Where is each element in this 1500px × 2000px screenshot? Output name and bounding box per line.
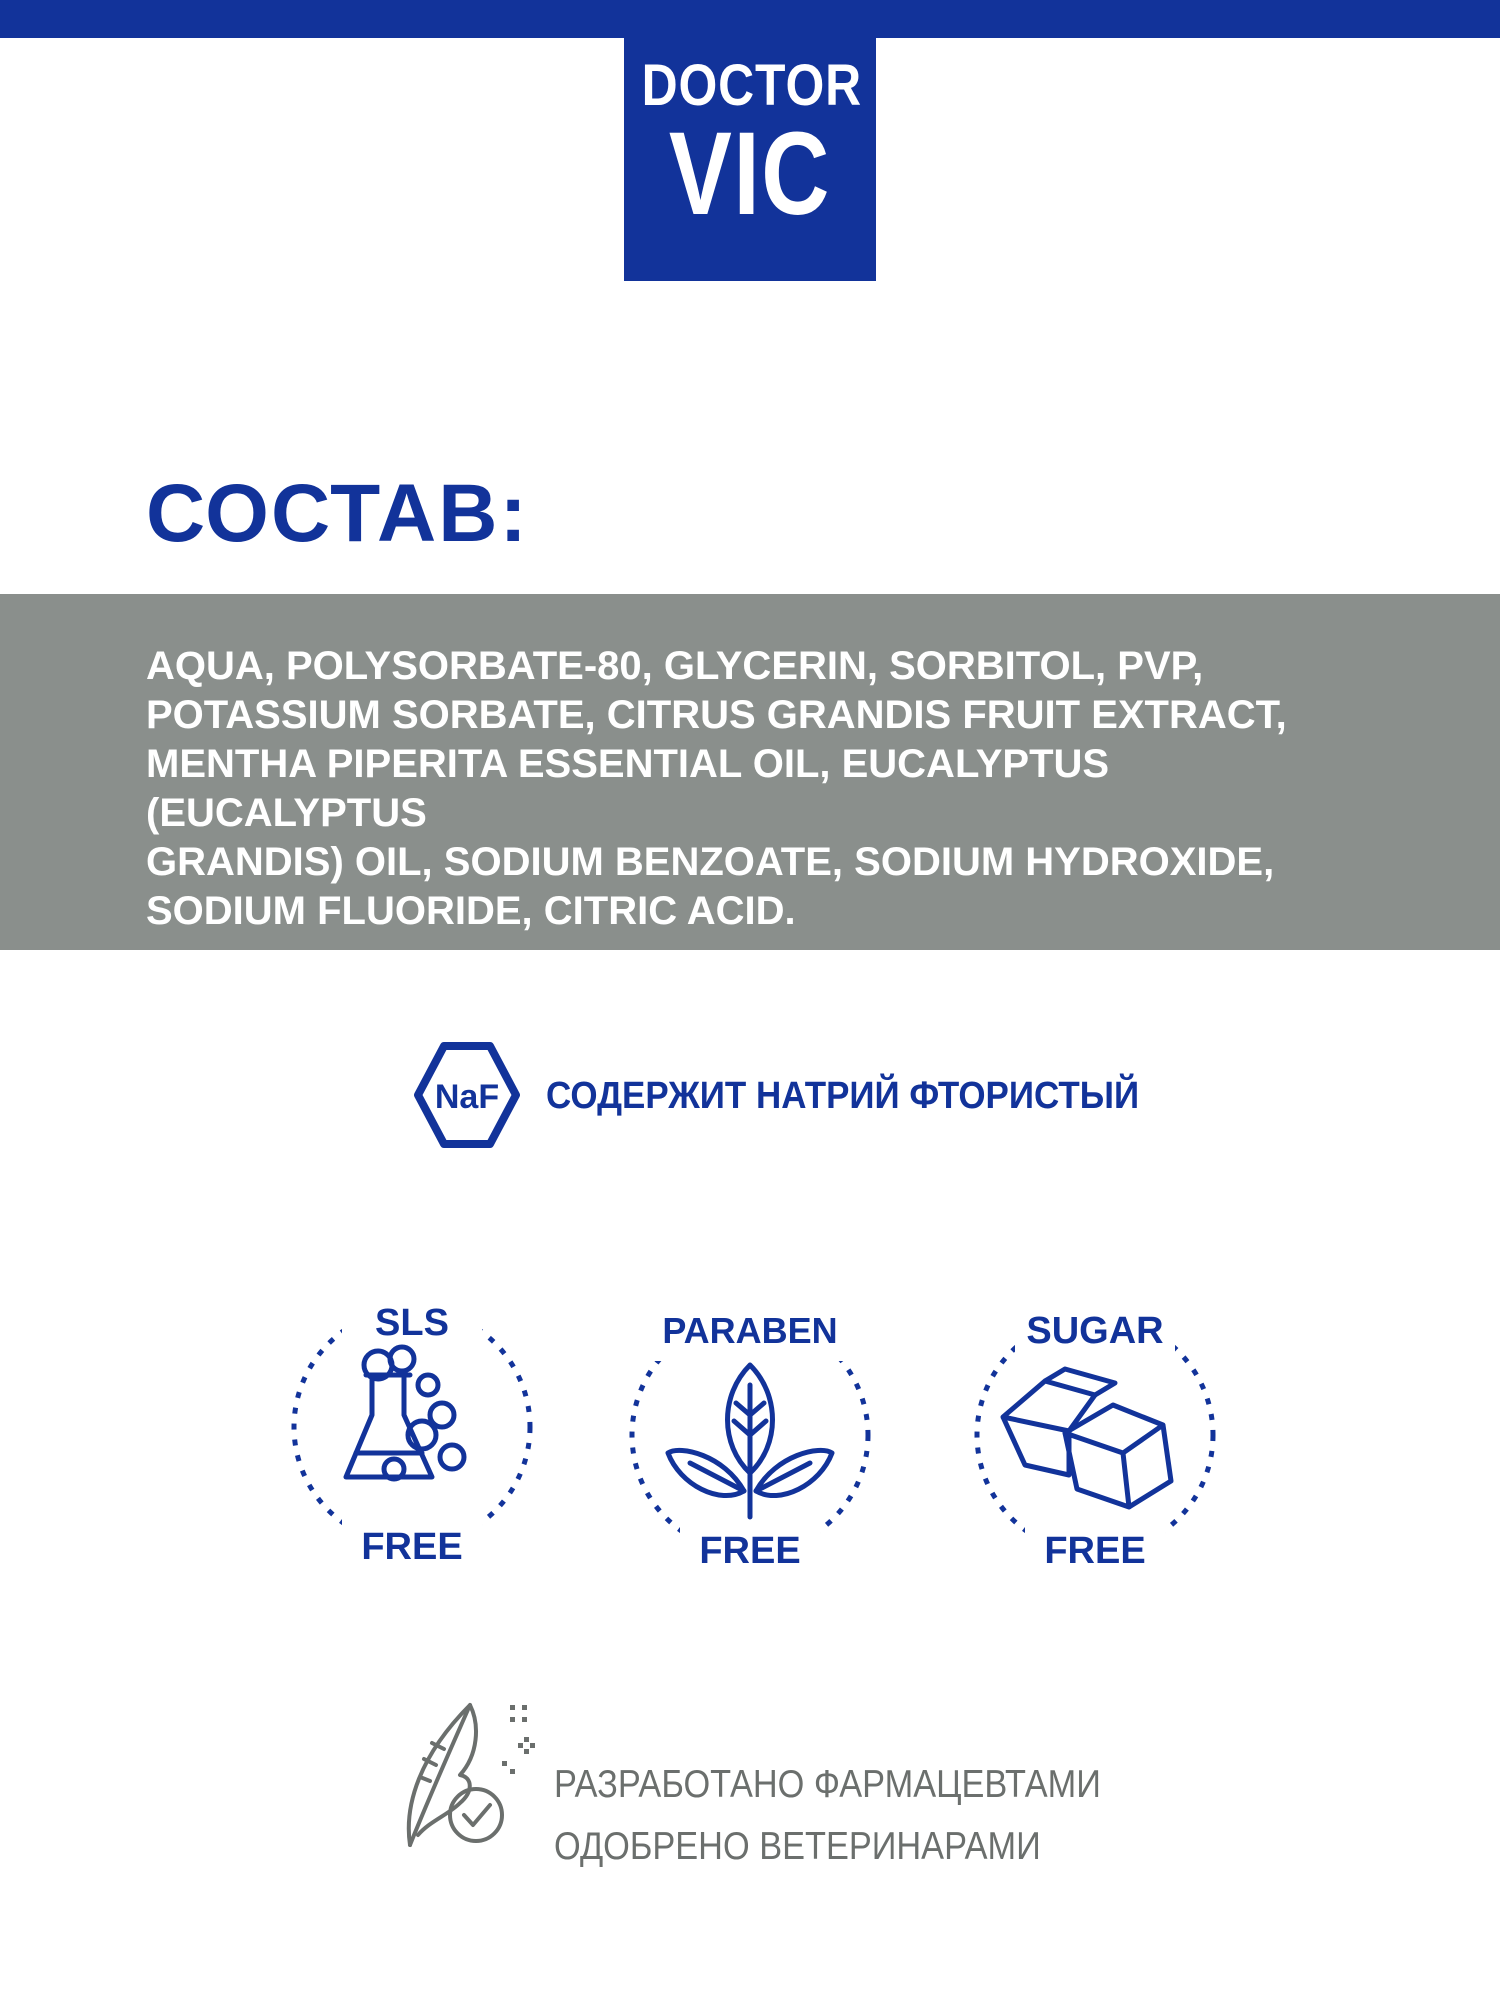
leaf-icon bbox=[668, 1365, 832, 1517]
ingredients-list bbox=[146, 642, 1376, 936]
naf-icon-text: NaF bbox=[434, 1078, 500, 1116]
footer-claims bbox=[554, 1754, 1101, 1878]
composition-heading: СОСТАВ: bbox=[146, 468, 529, 559]
ingredients-line: POTASSIUM SORBATE, CITRUS GRANDIS FRUIT EXTRACT, bbox=[146, 693, 1287, 737]
ingredients-line: GRANDIS) OIL, SODIUM BENZOATE, SODIUM HYDROXIDE, bbox=[146, 840, 1275, 884]
badge-bottom-text: FREE bbox=[699, 1530, 801, 1572]
badge-top-text: PARABEN bbox=[662, 1310, 838, 1351]
flask-bubbles-icon bbox=[346, 1347, 464, 1479]
sls-free-badge bbox=[282, 1285, 542, 1585]
brand-logo bbox=[624, 0, 876, 281]
ingredients-line: AQUA, POLYSORBATE-80, GLYCERIN, SORBITOL, PVP, bbox=[146, 644, 1204, 688]
brand-logo-line2: VIC bbox=[668, 108, 832, 240]
brand-logo-line1: DOCTOR bbox=[641, 53, 863, 118]
ingredients-panel bbox=[0, 594, 1500, 950]
badge-bottom-text: FREE bbox=[1044, 1530, 1146, 1572]
sugar-cubes-icon bbox=[1003, 1369, 1171, 1507]
sugar-free-badge bbox=[965, 1285, 1225, 1585]
naf-hexagon-icon bbox=[412, 1040, 522, 1150]
fluoride-label: СОДЕРЖИТ НАТРИЙ ФТОРИСТЫЙ bbox=[546, 1075, 1140, 1117]
footer-line2: ОДОБРЕНО ВЕТЕРИНАРАМИ bbox=[554, 1825, 1041, 1868]
badge-top-text: SUGAR bbox=[1026, 1310, 1164, 1352]
ingredients-line: SODIUM FLUORIDE, CITRIC ACID. bbox=[146, 889, 796, 933]
footer-line1: РАЗРАБОТАНО ФАРМАЦЕВТАМИ bbox=[554, 1763, 1101, 1806]
paraben-free-badge bbox=[620, 1285, 880, 1585]
feather-check-icon bbox=[400, 1685, 540, 1855]
badge-bottom-text: FREE bbox=[361, 1526, 463, 1568]
badge-top-text: SLS bbox=[375, 1302, 449, 1344]
ingredients-line: MENTHA PIPERITA ESSENTIAL OIL, EUCALYPTUS (EUCALYPTUS bbox=[146, 742, 1110, 835]
